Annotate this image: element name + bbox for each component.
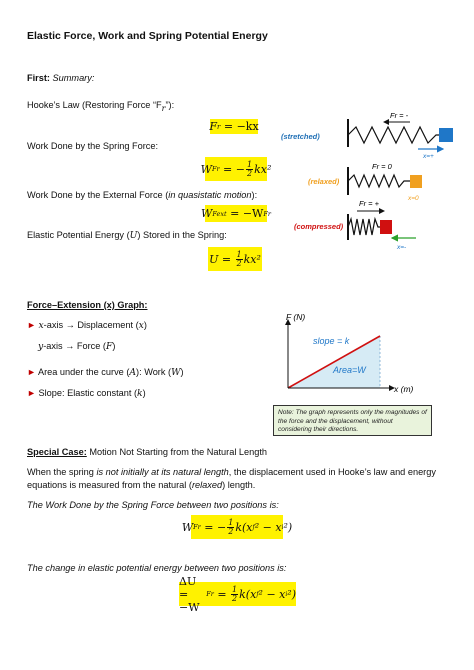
special-p2: The Work Done by the Spring Force between two positions is: <box>27 500 279 510</box>
p1-e: relaxed <box>191 480 223 490</box>
force-label-stretched: Fr = - <box>390 111 409 120</box>
epe-equation <box>208 247 262 271</box>
we-rhs-sub: Fr <box>263 209 271 218</box>
special-eq2 <box>179 574 296 614</box>
ws-lhs: W <box>200 162 212 176</box>
eq1-eq: = − <box>200 520 227 534</box>
we-label-a: Work Done by the External Force ( <box>27 190 169 200</box>
epe-lhs: U = <box>209 252 235 266</box>
eq1-num: 1 <box>228 517 234 527</box>
hooke-label <box>27 99 174 115</box>
yaxis-d: ) <box>112 341 116 351</box>
eq2-eq: = <box>213 587 231 601</box>
eq2-mid: ² − x <box>258 587 286 601</box>
epe-label-a: Elastic Potential Energy ( <box>27 230 130 240</box>
special-eq1 <box>181 515 293 539</box>
we-lhs: W <box>201 207 213 220</box>
p1-d: equations is measured from the natural ( <box>27 480 192 490</box>
eq1-sub: Fr <box>193 523 201 531</box>
epe-label-b: ) Stored in the Spring: <box>137 230 227 240</box>
spring-compressed <box>348 219 380 235</box>
yaxis-c: F <box>106 341 113 352</box>
eq1-den: 2 <box>228 526 234 536</box>
area-d: W <box>171 367 181 378</box>
epe-label-var: U <box>129 230 138 241</box>
spring-relaxed <box>348 175 410 187</box>
slope-c: ) <box>142 388 146 398</box>
epe-fraction <box>236 251 243 268</box>
eq1-f: f <box>252 523 255 531</box>
bullet-icon: ► <box>27 388 36 398</box>
slope-line <box>27 387 146 400</box>
area-c: ): Work ( <box>136 367 172 377</box>
force-label-relaxed: Fr = 0 <box>372 162 392 171</box>
disp-label-stretched: x=+ <box>423 153 434 160</box>
block-stretched <box>439 128 453 142</box>
eq2-rhs: k(x <box>239 587 257 601</box>
y-axis-label: F (N) <box>286 312 306 322</box>
summary-label: First: <box>27 73 50 83</box>
block-relaxed <box>410 175 422 188</box>
hooke-label-text: Hooke’s Law (Restoring Force “F <box>27 100 162 110</box>
tag-compressed: (compressed) <box>294 222 344 231</box>
special-p3: The change in elastic potential energy between two positions is: <box>27 563 287 573</box>
tag-relaxed: (relaxed) <box>308 177 340 186</box>
bullet-icon: ► <box>27 367 36 377</box>
summary-heading <box>27 72 94 84</box>
area-annotation: Area=W <box>333 365 366 375</box>
work-spring-label: Work Done by the Spring Force: <box>27 141 159 151</box>
xaxis-b: -axis → Displacement ( <box>43 320 139 330</box>
p1-f: ) length. <box>222 480 256 490</box>
spring-diagrams <box>280 105 460 260</box>
work-ext-equation <box>201 205 271 222</box>
ws-eq: = − <box>219 162 245 176</box>
special-label-rest: Motion Not Starting from the Natural Length <box>86 447 268 457</box>
special-p1-line2 <box>27 479 255 491</box>
work-ext-label <box>27 189 257 201</box>
force-ext-heading: Force–Extension (x) Graph: <box>27 300 148 310</box>
ws-fraction <box>246 161 253 178</box>
special-label: Special Case: <box>27 447 87 457</box>
block-compressed <box>380 220 392 234</box>
eq1-mid: ² − x <box>254 520 282 534</box>
graph-note: Note: The graph represents only the magnitudes of the force and the displacement, without considering their directions. <box>273 405 432 436</box>
eq2-lhs: ΔU = −W <box>179 574 200 614</box>
slope-b: k <box>137 388 143 399</box>
we-label-b: ): <box>251 190 258 200</box>
hooke-eq-lhs: F <box>209 120 217 133</box>
eq1-rhs: k(x <box>235 520 253 534</box>
work-spring-equation <box>200 157 272 181</box>
force-extension-chart <box>276 308 436 402</box>
hooke-equation <box>210 119 258 134</box>
eq2-end: ²) <box>287 587 296 601</box>
eq2-i: i <box>285 590 288 598</box>
ws-lhs-sub: Fr <box>211 165 220 173</box>
xaxis-line <box>27 319 147 332</box>
page-title: Elastic Force, Work and Spring Potential Energy <box>27 30 268 42</box>
eq1-fraction <box>227 519 234 536</box>
eq1-i: i <box>281 523 284 531</box>
we-lhs-sub: Fext <box>212 209 227 218</box>
special-heading <box>27 446 267 458</box>
xaxis-c: x <box>138 320 144 331</box>
epe-rhs: kx² <box>243 252 261 266</box>
hooke-label-end: ”): <box>165 100 175 110</box>
special-p1-line1 <box>27 466 436 478</box>
yaxis-line <box>38 340 115 353</box>
hooke-label-sub: r <box>161 103 166 113</box>
area-e: ) <box>180 367 184 377</box>
epe-label <box>27 229 227 242</box>
we-rhs: = −W <box>226 207 264 220</box>
p1-c: , the displacement used in Hooke’s law and energy <box>228 467 436 477</box>
summary-text: Summary: <box>52 73 95 83</box>
eq2-num: 1 <box>232 584 238 594</box>
eq2-den: 2 <box>232 593 238 603</box>
xaxis-d: ) <box>143 320 147 330</box>
x-axis-label: x (m) <box>394 384 414 394</box>
epe-num: 1 <box>236 249 242 259</box>
eq2-sub: Fr <box>206 590 214 598</box>
ws-rhs: kx² <box>254 162 272 176</box>
hooke-eq-rhs: = −kx <box>220 120 259 133</box>
p1-a: When the spring <box>27 467 97 477</box>
yaxis-b: -axis → Force ( <box>43 341 106 351</box>
tag-stretched: (stretched) <box>281 132 320 141</box>
ws-den: 2 <box>247 168 253 178</box>
hooke-eq-sub: r <box>217 122 221 131</box>
yaxis-a: y <box>38 341 44 352</box>
area-line <box>27 366 184 379</box>
ws-num: 1 <box>247 159 253 169</box>
epe-den: 2 <box>236 258 242 268</box>
p1-b: is not initially at its natural length <box>96 467 229 477</box>
eq2-fraction <box>231 586 238 603</box>
eq1-end: ²) <box>283 520 293 534</box>
area-a: Area under the curve ( <box>37 367 130 377</box>
disp-label-relaxed: x=0 <box>408 195 419 202</box>
eq1-lhs: W <box>181 520 194 534</box>
bullet-icon: ► <box>27 320 36 330</box>
disp-label-compressed: x=- <box>397 244 407 251</box>
we-label-it: in quasistatic motion <box>168 190 252 200</box>
xaxis-a: x <box>38 320 44 331</box>
force-label-compressed: Fr = + <box>359 199 380 208</box>
eq2-f: f <box>256 590 259 598</box>
slope-annotation: slope = k <box>313 336 350 346</box>
spring-stretched <box>348 127 439 143</box>
slope-a: Slope: Elastic constant ( <box>38 388 138 398</box>
area-b: A <box>129 367 137 378</box>
